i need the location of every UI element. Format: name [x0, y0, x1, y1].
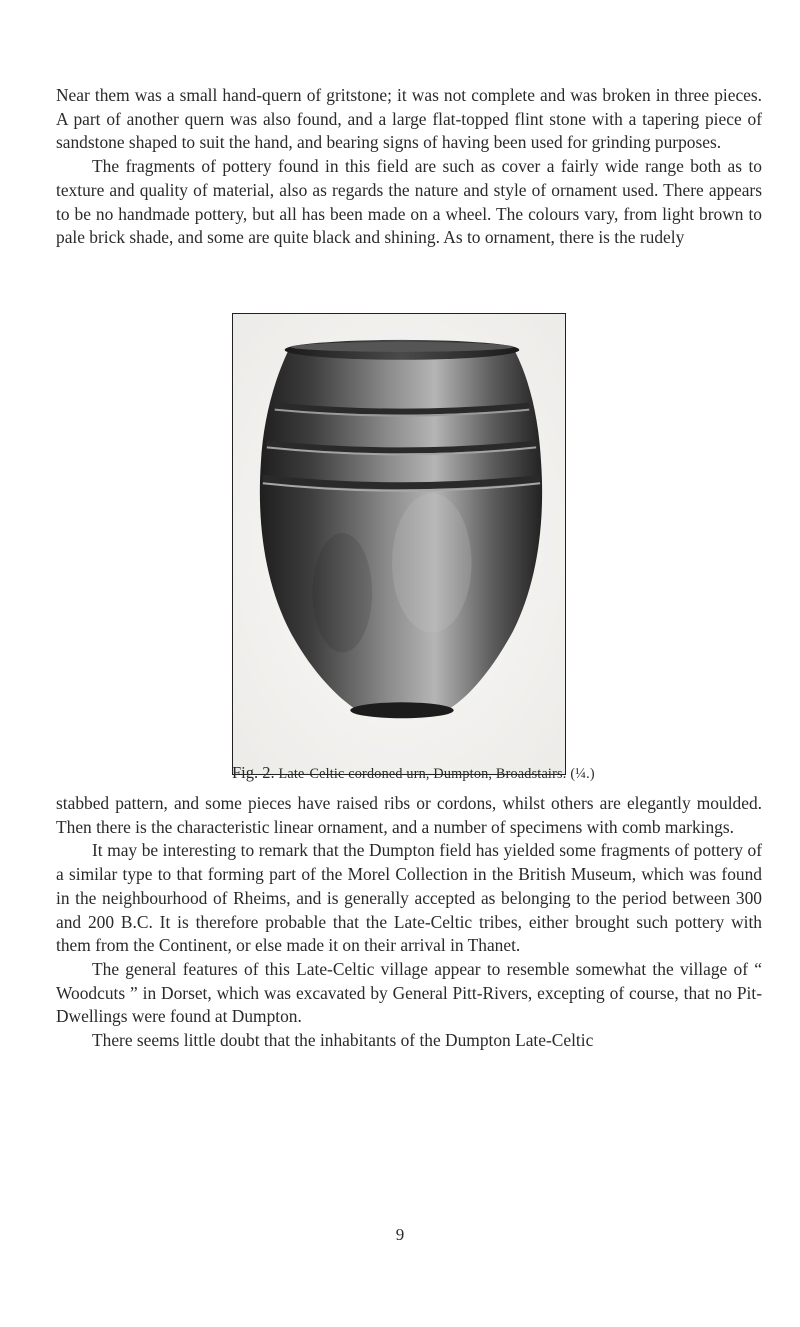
- paragraph-morel-collection: It may be interesting to remark that the Dumpton field has yielded some fragments of pottery of a similar type to that forming part of the Morel Collection in the British Museum, which was found in the neighbourhood of Rheims, and is generally accepted as belonging to the period between 300 and 200 B.C. It is therefore probable that the Late-Celtic tribes, either brought such pottery with them from the Continent, or else made it on their arrival in Thanet.: [56, 840, 762, 956]
- text-block-top: [56, 84, 762, 250]
- page-number: 9: [395, 1225, 405, 1244]
- paragraph-ornament: stabbed pattern, and some pieces have raised ribs or cordons, whilst others are elegantly moulded. Then there is the characteristic linear ornament, and a number of specimens with comb markings.: [56, 793, 762, 837]
- figure-caption-text: Late-Celtic cordoned urn, Dumpton, Broadstairs.: [278, 766, 567, 782]
- paragraph-pottery-fragments: The fragments of pottery found in this field are such as cover a fairly wide range both as to texture and quality of material, also as regards the nature and style of ornament used. There appears to be no handmade pottery, but all has been made on a wheel. The colours vary, from light brown to pale brick shade, and some are quite black and shining. As to ornament, there is the rudely: [56, 156, 762, 248]
- figure-caption: [232, 763, 652, 784]
- figure-urn-photo: [232, 313, 566, 775]
- figure-scale: (¼.): [570, 766, 595, 782]
- paragraph-woodcuts-village: The general features of this Late-Celtic village appear to resemble somewhat the village of “ Woodcuts ” in Dorset, which was excavated by General Pitt-Rivers, excepting of course, that no Pit-Dwellings were found at Dumpton.: [56, 958, 762, 1027]
- text-block-bottom: [56, 792, 762, 1053]
- paragraph-quern: Near them was a small hand-quern of gritstone; it was not complete and was broken in three pieces. A part of another quern was also found, and a large flat-topped flint stone with a tapering piece of sandstone shaped to suit the hand, and bearing signs of having been used for grinding purposes.: [56, 85, 762, 153]
- figure-label: Fig. 2.: [232, 763, 275, 782]
- urn-photograph: [233, 314, 565, 774]
- paragraph-inhabitants: There seems little doubt that the inhabitants of the Dumpton Late-Celtic: [92, 1030, 594, 1051]
